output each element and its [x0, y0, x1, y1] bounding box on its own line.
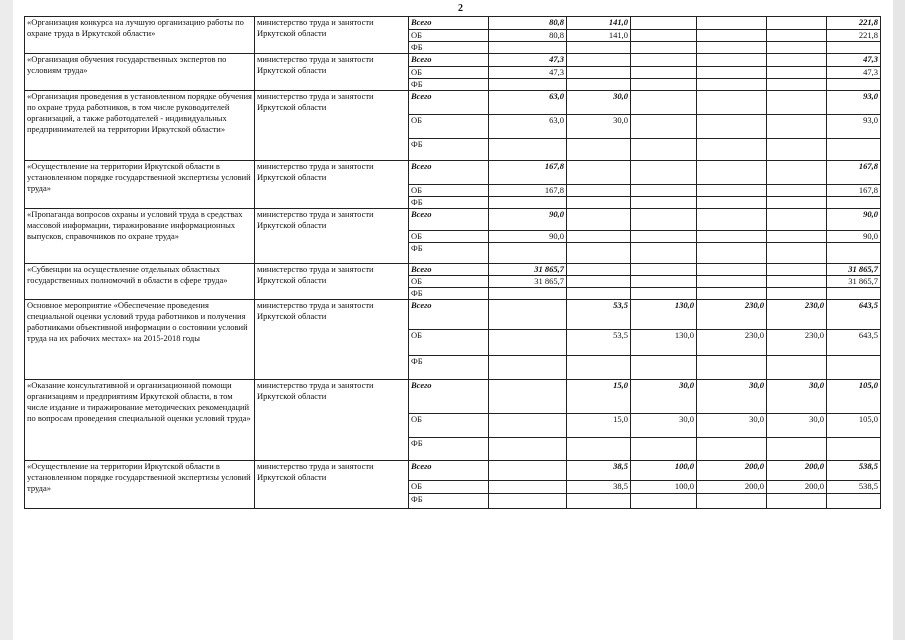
activity-name: «Пропаганда вопросов охраны и условий труда в средствах массовой информации, тиражирование информационных выпусков, справочников по охране труда»	[25, 209, 255, 264]
year-amount	[567, 197, 631, 209]
executor-name: министерство труда и занятости Иркутской области	[255, 17, 409, 54]
funding-source: ОБ	[409, 276, 489, 288]
total-amount: 221,8	[827, 17, 881, 30]
year-amount	[697, 243, 767, 264]
year-amount	[489, 288, 567, 300]
year-amount: 230,0	[767, 330, 827, 356]
table-row	[25, 161, 881, 185]
year-amount: 30,0	[767, 414, 827, 438]
funding-source: Всего	[409, 91, 489, 115]
funding-source: ОБ	[409, 115, 489, 139]
total-amount	[827, 356, 881, 380]
year-amount	[697, 197, 767, 209]
table-row	[25, 264, 881, 276]
year-amount	[767, 91, 827, 115]
executor-name: министерство труда и занятости Иркутской области	[255, 461, 409, 509]
year-amount	[567, 139, 631, 161]
year-amount: 167,8	[489, 185, 567, 197]
total-amount: 93,0	[827, 115, 881, 139]
activity-name: «Организация конкурса на лучшую организацию работы по охране труда в Иркутской области»	[25, 17, 255, 54]
funding-source: ФБ	[409, 288, 489, 300]
year-amount: 80,8	[489, 17, 567, 30]
activity-name: «Субвенции на осуществление отдельных областных государственных полномочий в области в сфере труда»	[25, 264, 255, 300]
year-amount: 200,0	[697, 461, 767, 481]
total-amount	[827, 42, 881, 54]
executor-name: министерство труда и занятости Иркутской области	[255, 264, 409, 300]
year-amount	[567, 243, 631, 264]
year-amount	[631, 243, 697, 264]
year-amount	[697, 30, 767, 42]
activity-name: Основное мероприятие «Обеспечение проведения специальной оценки условий труда работников и получения работниками объективной информации о состоянии условий труда на их рабочих местах» на 2015-2018 годы	[25, 300, 255, 380]
total-amount: 31 865,7	[827, 276, 881, 288]
funding-source: Всего	[409, 17, 489, 30]
year-amount	[631, 139, 697, 161]
year-amount	[767, 30, 827, 42]
year-amount	[489, 414, 567, 438]
year-amount: 230,0	[767, 300, 827, 330]
year-amount	[567, 231, 631, 243]
year-amount	[697, 231, 767, 243]
total-amount: 167,8	[827, 161, 881, 185]
year-amount	[631, 494, 697, 509]
year-amount: 100,0	[631, 481, 697, 494]
year-amount	[697, 288, 767, 300]
table-row	[25, 300, 881, 330]
year-amount	[631, 17, 697, 30]
total-amount: 47,3	[827, 54, 881, 67]
total-amount: 167,8	[827, 185, 881, 197]
year-amount: 130,0	[631, 300, 697, 330]
year-amount	[697, 356, 767, 380]
year-amount	[767, 264, 827, 276]
funding-source: Всего	[409, 380, 489, 414]
scan-margin-right	[893, 0, 905, 640]
year-amount	[631, 42, 697, 54]
executor-name: министерство труда и занятости Иркутской области	[255, 209, 409, 264]
year-amount	[697, 42, 767, 54]
year-amount	[631, 276, 697, 288]
year-amount	[767, 161, 827, 185]
total-amount: 538,5	[827, 481, 881, 494]
year-amount: 30,0	[697, 414, 767, 438]
year-amount	[767, 276, 827, 288]
year-amount	[767, 17, 827, 30]
year-amount	[697, 115, 767, 139]
year-amount	[767, 197, 827, 209]
activity-name: «Оказание консультативной и организационной помощи организациям и предприятиям Иркутской области, в том числе издание и тиражирование методических рекомендаций по вопросам проведения специальной оценки условий труда»	[25, 380, 255, 461]
year-amount	[631, 288, 697, 300]
year-amount	[489, 330, 567, 356]
year-amount: 31 865,7	[489, 264, 567, 276]
funding-source: ФБ	[409, 79, 489, 91]
year-amount: 15,0	[567, 380, 631, 414]
year-amount	[567, 209, 631, 231]
total-amount: 31 865,7	[827, 264, 881, 276]
year-amount	[631, 79, 697, 91]
activity-name: «Осуществление на территории Иркутской области в установленном порядке государственной экспертизы условий труда»	[25, 461, 255, 509]
year-amount	[631, 54, 697, 67]
year-amount	[697, 139, 767, 161]
year-amount: 53,5	[567, 330, 631, 356]
funding-source: ОБ	[409, 330, 489, 356]
funding-source: ФБ	[409, 139, 489, 161]
year-amount: 30,0	[767, 380, 827, 414]
year-amount	[697, 67, 767, 79]
year-amount: 31 865,7	[489, 276, 567, 288]
year-amount: 80,8	[489, 30, 567, 42]
year-amount	[567, 494, 631, 509]
year-amount	[697, 161, 767, 185]
activity-name: «Организация проведения в установленном порядке обучения по охране труда работников, в том числе руководителей организаций, а также работодателей - индивидуальных предпринимателей на территории Иркутской области»	[25, 91, 255, 161]
year-amount	[489, 197, 567, 209]
year-amount	[567, 54, 631, 67]
year-amount	[767, 231, 827, 243]
funding-source: ФБ	[409, 42, 489, 54]
year-amount	[697, 276, 767, 288]
year-amount	[567, 185, 631, 197]
year-amount: 47,3	[489, 54, 567, 67]
funding-source: ФБ	[409, 356, 489, 380]
year-amount	[767, 438, 827, 461]
year-amount	[631, 209, 697, 231]
total-amount	[827, 288, 881, 300]
year-amount: 90,0	[489, 231, 567, 243]
table-row	[25, 54, 881, 67]
total-amount	[827, 494, 881, 509]
year-amount	[631, 161, 697, 185]
year-amount	[489, 300, 567, 330]
funding-source: ФБ	[409, 243, 489, 264]
year-amount	[489, 481, 567, 494]
executor-name: министерство труда и занятости Иркутской области	[255, 54, 409, 91]
year-amount	[697, 209, 767, 231]
year-amount	[697, 79, 767, 91]
year-amount	[489, 494, 567, 509]
total-amount: 90,0	[827, 209, 881, 231]
year-amount	[567, 264, 631, 276]
year-amount	[567, 438, 631, 461]
year-amount	[767, 185, 827, 197]
year-amount	[567, 288, 631, 300]
total-amount	[827, 139, 881, 161]
year-amount: 130,0	[631, 330, 697, 356]
year-amount	[697, 91, 767, 115]
year-amount	[567, 276, 631, 288]
year-amount	[631, 91, 697, 115]
total-amount	[827, 243, 881, 264]
total-amount	[827, 197, 881, 209]
funding-source: ОБ	[409, 414, 489, 438]
year-amount	[631, 438, 697, 461]
year-amount	[697, 17, 767, 30]
total-amount: 90,0	[827, 231, 881, 243]
funding-source: Всего	[409, 461, 489, 481]
year-amount	[767, 288, 827, 300]
year-amount: 30,0	[567, 115, 631, 139]
executor-name: министерство труда и занятости Иркутской области	[255, 161, 409, 209]
year-amount	[631, 264, 697, 276]
total-amount: 47,3	[827, 67, 881, 79]
year-amount	[489, 243, 567, 264]
total-amount	[827, 438, 881, 461]
year-amount	[631, 197, 697, 209]
year-amount	[697, 264, 767, 276]
funding-source: ФБ	[409, 438, 489, 461]
funding-source: ОБ	[409, 481, 489, 494]
year-amount	[767, 356, 827, 380]
total-amount: 538,5	[827, 461, 881, 481]
year-amount: 230,0	[697, 330, 767, 356]
year-amount: 38,5	[567, 481, 631, 494]
budget-table	[24, 16, 881, 509]
executor-name: министерство труда и занятости Иркутской области	[255, 300, 409, 380]
year-amount	[489, 461, 567, 481]
year-amount: 167,8	[489, 161, 567, 185]
funding-source: Всего	[409, 209, 489, 231]
year-amount	[567, 161, 631, 185]
year-amount: 30,0	[631, 414, 697, 438]
table-row	[25, 91, 881, 115]
year-amount	[631, 185, 697, 197]
year-amount	[767, 209, 827, 231]
year-amount	[767, 54, 827, 67]
executor-name: министерство труда и занятости Иркутской области	[255, 91, 409, 161]
year-amount: 141,0	[567, 17, 631, 30]
total-amount: 105,0	[827, 414, 881, 438]
year-amount: 63,0	[489, 115, 567, 139]
total-amount: 221,8	[827, 30, 881, 42]
year-amount	[767, 42, 827, 54]
total-amount	[827, 79, 881, 91]
year-amount: 30,0	[567, 91, 631, 115]
table-row	[25, 380, 881, 414]
year-amount	[489, 139, 567, 161]
year-amount	[567, 42, 631, 54]
year-amount	[631, 67, 697, 79]
table-row	[25, 209, 881, 231]
year-amount	[767, 79, 827, 91]
activity-name: «Осуществление на территории Иркутской области в установленном порядке государственной экспертизы условий труда»	[25, 161, 255, 209]
year-amount	[489, 79, 567, 91]
year-amount: 200,0	[767, 481, 827, 494]
year-amount	[697, 54, 767, 67]
year-amount: 141,0	[567, 30, 631, 42]
year-amount	[767, 139, 827, 161]
year-amount	[489, 42, 567, 54]
year-amount: 100,0	[631, 461, 697, 481]
funding-source: Всего	[409, 264, 489, 276]
year-amount: 30,0	[631, 380, 697, 414]
table-row	[25, 17, 881, 30]
year-amount	[489, 380, 567, 414]
table-row	[25, 461, 881, 481]
activity-name: «Организация обучения государственных экспертов по условиям труда»	[25, 54, 255, 91]
year-amount	[631, 356, 697, 380]
executor-name: министерство труда и занятости Иркутской области	[255, 380, 409, 461]
total-amount: 643,5	[827, 330, 881, 356]
year-amount	[567, 67, 631, 79]
year-amount	[767, 494, 827, 509]
year-amount	[767, 67, 827, 79]
funding-source: ОБ	[409, 30, 489, 42]
funding-source: Всего	[409, 54, 489, 67]
year-amount	[489, 356, 567, 380]
year-amount: 63,0	[489, 91, 567, 115]
scan-margin-left	[0, 0, 13, 640]
year-amount: 230,0	[697, 300, 767, 330]
funding-source: ФБ	[409, 494, 489, 509]
year-amount	[489, 438, 567, 461]
year-amount	[567, 356, 631, 380]
funding-source: ОБ	[409, 231, 489, 243]
total-amount: 93,0	[827, 91, 881, 115]
funding-source: Всего	[409, 300, 489, 330]
funding-source: Всего	[409, 161, 489, 185]
funding-source: ФБ	[409, 197, 489, 209]
year-amount	[631, 115, 697, 139]
year-amount	[697, 185, 767, 197]
year-amount	[631, 30, 697, 42]
total-amount: 643,5	[827, 300, 881, 330]
year-amount: 15,0	[567, 414, 631, 438]
year-amount	[697, 438, 767, 461]
year-amount: 90,0	[489, 209, 567, 231]
year-amount: 53,5	[567, 300, 631, 330]
total-amount: 105,0	[827, 380, 881, 414]
funding-source: ОБ	[409, 185, 489, 197]
year-amount	[567, 79, 631, 91]
year-amount: 30,0	[697, 380, 767, 414]
year-amount	[767, 243, 827, 264]
year-amount: 47,3	[489, 67, 567, 79]
year-amount	[697, 494, 767, 509]
year-amount	[631, 231, 697, 243]
funding-source: ОБ	[409, 67, 489, 79]
year-amount: 200,0	[697, 481, 767, 494]
year-amount	[767, 115, 827, 139]
year-amount: 38,5	[567, 461, 631, 481]
year-amount: 200,0	[767, 461, 827, 481]
page-number: 2	[458, 3, 463, 14]
